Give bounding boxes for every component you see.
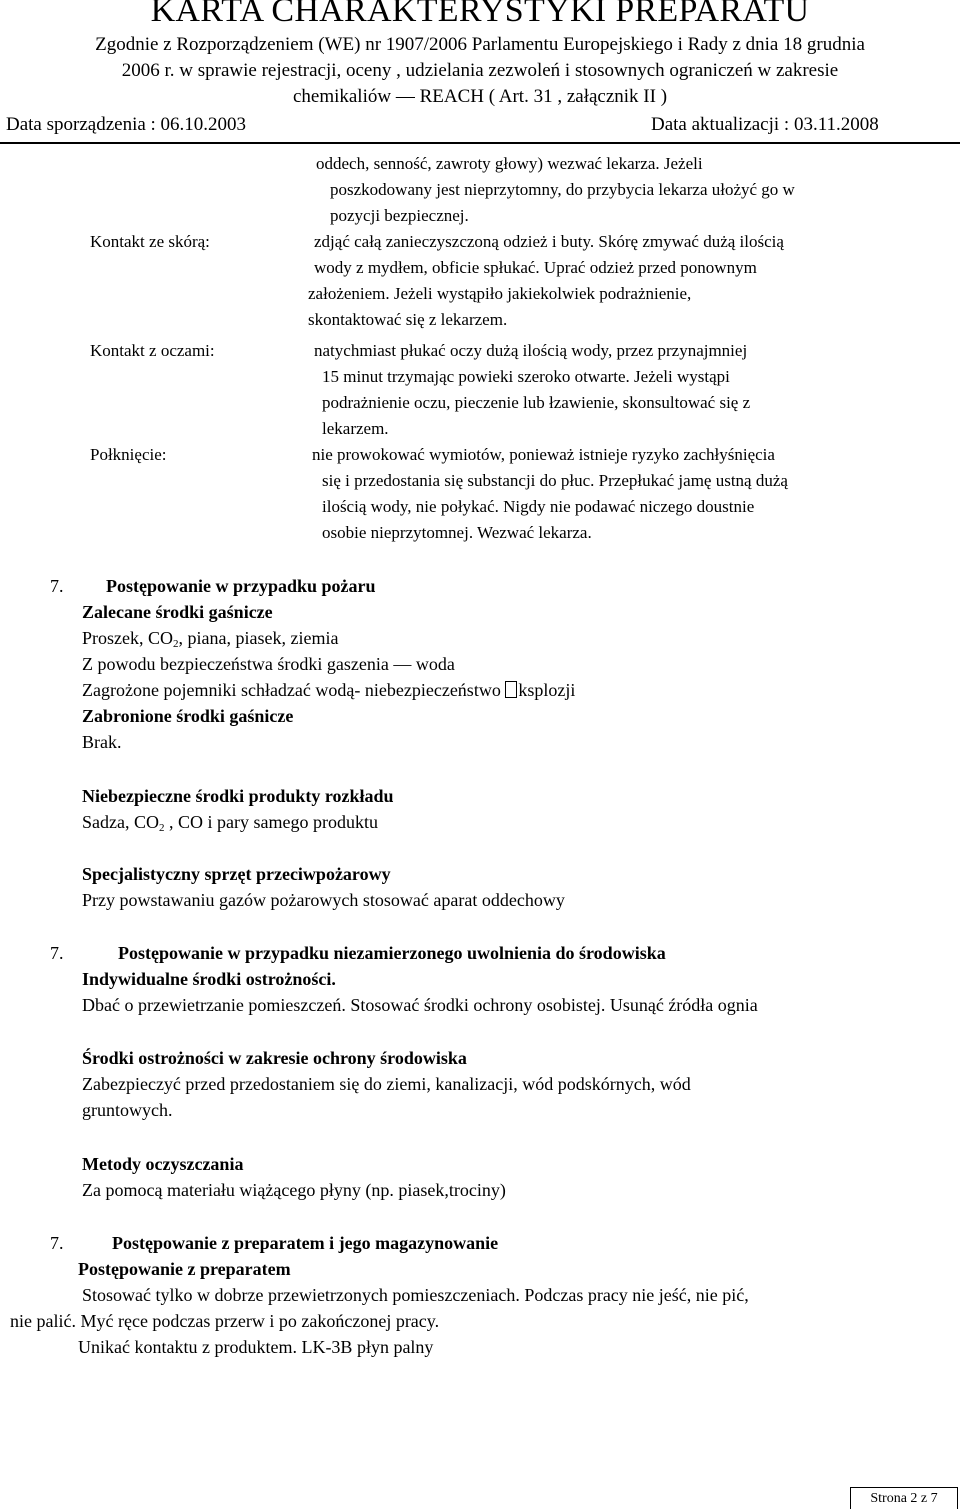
personal-precautions-heading: Indywidualne środki ostrożności. <box>82 969 336 989</box>
inhalation-text: pozycji bezpiecznej. <box>330 206 469 225</box>
inhalation-text: oddech, senność, zawroty głowy) wezwać lekarza. Jeżeli <box>316 154 703 173</box>
safety-media-text: Z powodu bezpieczeństwa środki gaszenia ― woda <box>82 654 455 674</box>
skin-contact-text: wody z mydłem, obficie spłukać. Uprać odzież przed ponownym <box>314 258 757 277</box>
extinguishing-media-heading: Zalecane środki gaśnicze <box>82 602 273 622</box>
swallowing-text: się i przedostania się substancji do płuc. Przepłukać jamę ustną dużą <box>322 471 788 490</box>
eye-contact-text: podrażnienie oczu, pieczenie lub łzawienie, skonsultować się z <box>322 393 751 412</box>
regulation-line-2: 2006 r. w sprawie rejestracji, oceny , udzielania zezwoleń i stosownych ograniczeń w zakresie <box>121 60 839 81</box>
containers-text: Zagrożone pojemniki schładzać wodą- niebezpieczeństwo ksplozji <box>82 680 576 700</box>
handling-text: Stosować tylko w dobrze przewietrzonych pomieszczeniach. Podczas pracy nie jeść, nie pić, <box>82 1285 749 1305</box>
prohibited-media-heading: Zabronione środki gaśnicze <box>82 706 294 726</box>
eye-contact-text: lekarzem. <box>322 419 389 438</box>
personal-precautions-text: Dbać o przewietrzanie pomieszczeń. Stosować środki ochrony osobistej. Usunąć źródła ognia <box>82 995 758 1015</box>
regulation-line-3: chemikaliów ― REACH ( Art. 31 , załącznik II ) <box>292 86 668 107</box>
missing-glyph-box <box>505 681 517 698</box>
fire-section-heading: Postępowanie w przypadku pożaru <box>106 576 376 596</box>
eye-contact-text: natychmiast płukać oczy dużą ilością wody, przez przynajmniej <box>314 341 748 360</box>
header-rule <box>0 142 960 144</box>
handling-section-heading: Postępowanie z preparatem i jego magazynowanie <box>112 1233 499 1253</box>
prohibited-media-value: Brak. <box>82 732 122 752</box>
extinguishing-media-text: Proszek, $CO_2$, piana, piasek, ziemia <box>82 628 339 650</box>
release-section-heading: Postępowanie w przypadku niezamierzonego uwolnienia do środowiska <box>118 943 666 963</box>
section-number: 7. <box>50 1233 64 1253</box>
environment-heading: Środki ostrożności w zakresie ochrony środowiska <box>82 1048 467 1068</box>
page-number: Strona 2 z 7 <box>850 1487 958 1509</box>
skin-contact-text: założeniem. Jeżeli wystąpiło jakiekolwiek podrażnienie, <box>308 284 692 303</box>
skin-contact-text: skontaktować się z lekarzem. <box>308 310 508 329</box>
swallowing-text: osobie nieprzytomnej. Wezwać lekarza. <box>322 523 592 542</box>
equipment-heading: Specjalistyczny sprzęt przeciwpożarowy <box>82 864 391 884</box>
handling-text: nie palić. Myć ręce podczas przerw i po zakończonej pracy. <box>10 1311 440 1331</box>
cleanup-heading: Metody oczyszczania <box>82 1154 244 1174</box>
eye-contact-text: 15 minut trzymając powieki szeroko otwarte. Jeżeli wystąpi <box>322 367 730 386</box>
skin-contact-text: zdjąć całą zanieczyszczoną odzież i buty. Skórę zmywać dużą ilością <box>314 232 784 251</box>
handling-text: Unikać kontaktu z produktem. LK-3B płyn palny <box>78 1337 434 1357</box>
skin-contact-label: Kontakt ze skórą: <box>90 232 210 251</box>
environment-text: gruntowych. <box>82 1100 173 1120</box>
date-created: Data sporządzenia : 06.10.2003 <box>6 114 247 135</box>
cleanup-text: Za pomocą materiału wiążącego płyny (np. piasek,trociny) <box>82 1180 506 1200</box>
handling-sub-heading: Postępowanie z preparatem <box>78 1259 291 1279</box>
inhalation-text: poszkodowany jest nieprzytomny, do przybycia lekarza ułożyć go w <box>330 180 795 199</box>
decomposition-heading: Niebezpieczne środki produkty rozkładu <box>82 786 394 806</box>
regulation-line-1: Zgodnie z Rozporządzeniem (WE) nr 1907/2006 Parlamentu Europejskiego i Rady z dnia 18 grudnia <box>95 34 865 55</box>
document-title: KARTA CHARAKTERYSTYKI PREPARATU <box>150 0 810 29</box>
date-updated: Data aktualizacji : 03.11.2008 <box>651 114 879 135</box>
environment-text: Zabezpieczyć przed przedostaniem się do ziemi, kanalizacji, wód podskórnych, wód <box>82 1074 691 1094</box>
equipment-text: Przy powstawaniu gazów pożarowych stosować aparat oddechowy <box>82 890 565 910</box>
eye-contact-label: Kontakt z oczami: <box>90 341 215 360</box>
section-number: 7. <box>50 576 64 596</box>
swallowing-label: Połknięcie: <box>90 445 167 464</box>
decomposition-text: Sadza, $CO_2$ , CO i pary samego produktu <box>82 812 378 834</box>
swallowing-text: nie prowokować wymiotów, ponieważ istnieje ryzyko zachłyśnięcia <box>312 445 775 464</box>
section-number: 7. <box>50 943 64 963</box>
swallowing-text: ilością wody, nie połykać. Nigdy nie podawać niczego doustnie <box>322 497 755 516</box>
